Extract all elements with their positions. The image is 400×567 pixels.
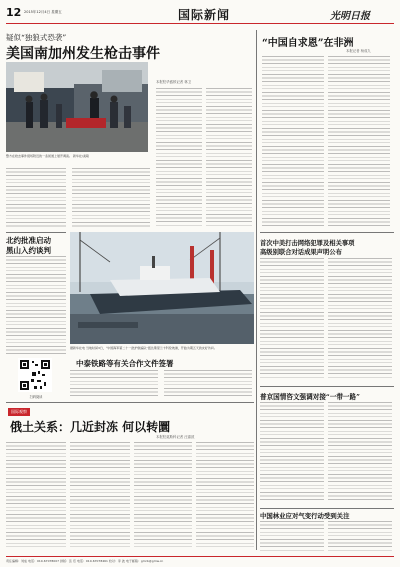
lead-story <box>6 30 254 230</box>
lead-intro-text <box>6 168 66 228</box>
forestry-body-text-2 <box>328 521 392 553</box>
observation-label: 国际观察 <box>8 408 30 416</box>
right-byline: 本报记者 杨成九 <box>346 49 371 53</box>
qr-caption: 扫码阅读 <box>29 395 43 399</box>
lead-photo <box>6 62 148 152</box>
right-column-rule <box>256 30 257 550</box>
observation-story <box>6 402 254 552</box>
qr-code-icon[interactable] <box>18 358 52 392</box>
footer <box>0 556 400 567</box>
us-china-cyber-story <box>260 232 394 382</box>
putin-body-text-2 <box>328 402 392 500</box>
newspaper-logo: 光明日报 <box>330 11 370 22</box>
right-headline: “中国自求恩”在非洲 <box>262 38 354 49</box>
lead-kicker: 疑似“独狼式恐袭” <box>6 33 67 42</box>
observation-headline: 俄土关系：几近封冻 何以转圜 <box>10 420 171 434</box>
rail-body-text-1 <box>70 370 158 398</box>
observation-byline: 本报驻莫斯科记者 汪嘉波 <box>156 435 195 439</box>
observation-body-text-3 <box>134 442 192 550</box>
rail-body-text-2 <box>164 370 252 398</box>
page-number: 12 <box>6 6 22 19</box>
port-photo-caption: 据新华社电 当地时间3日，“中国海军第二十一批护航编队”抵达斯里兰卡科伦坡港，开始为期五天的友好访问。 <box>70 346 217 350</box>
port-photo <box>70 232 254 344</box>
nato-rule <box>6 232 66 233</box>
right-body-text-2 <box>328 56 390 226</box>
forestry-story <box>260 508 394 554</box>
cyber-headline-2: 高级别联合对话成果声明公布 <box>260 249 342 256</box>
observation-body-text-1 <box>6 442 66 550</box>
right-column-story <box>258 30 394 230</box>
observation-rule <box>6 402 254 403</box>
lead-photo-caption: 警方在枪击事件现场附近的一条街道上展开调查。 新华社/美联 <box>6 154 89 158</box>
rail-headline: 中泰铁路等有关合作文件签署 <box>76 359 174 368</box>
qr-block <box>6 358 66 400</box>
ship-port-photo-image <box>70 232 254 344</box>
lead-byline: 本报驻华盛顿记者 林卫 <box>156 80 191 84</box>
nato-story <box>6 232 66 352</box>
observation-body-text-2 <box>70 442 130 550</box>
lead-headline: 美国南加州发生枪击事件 <box>6 46 160 62</box>
putin-headline: 普京国情咨文强调对接“一带一路” <box>260 393 360 401</box>
cyber-headline: 首次中美打击网络犯罪及相关事项 <box>260 240 355 247</box>
forestry-body-text-1 <box>260 521 324 553</box>
nato-headline: 北约批准启动 <box>6 236 51 245</box>
nato-body-text <box>6 256 66 354</box>
forestry-headline: 中国林业应对气变行动受到关注 <box>260 512 350 520</box>
lead-body-text-3 <box>72 168 150 228</box>
observation-body-text-4 <box>196 442 254 550</box>
china-thai-rail-story <box>70 356 254 398</box>
cyber-body-text-1 <box>260 258 324 378</box>
lead-body-text-2 <box>206 88 252 228</box>
section-title: 国际新闻 <box>178 8 231 22</box>
cyber-rule <box>260 232 394 233</box>
masthead-rule <box>6 23 394 24</box>
nato-headline-2: 黑山入约谈判 <box>6 246 51 255</box>
lead-body-text-1 <box>156 88 202 228</box>
footer-rule <box>6 556 394 557</box>
right-body-text-1 <box>262 56 324 226</box>
putin-rule <box>260 386 394 387</box>
forestry-rule <box>260 508 394 509</box>
putin-body-text-1 <box>260 402 324 500</box>
date-line: 2015年12月4日 星期五 <box>24 10 62 14</box>
masthead <box>0 0 400 26</box>
footer-text: 责任编辑：刘成 电话：010-67078007 排版：张 珏 电话：010-67078461 校对：李 波 电子邮箱：gmrb@gmw.cn <box>6 559 164 563</box>
crime-scene-photo-image <box>6 62 148 152</box>
putin-story <box>260 386 394 504</box>
cyber-body-text-2 <box>328 258 392 378</box>
